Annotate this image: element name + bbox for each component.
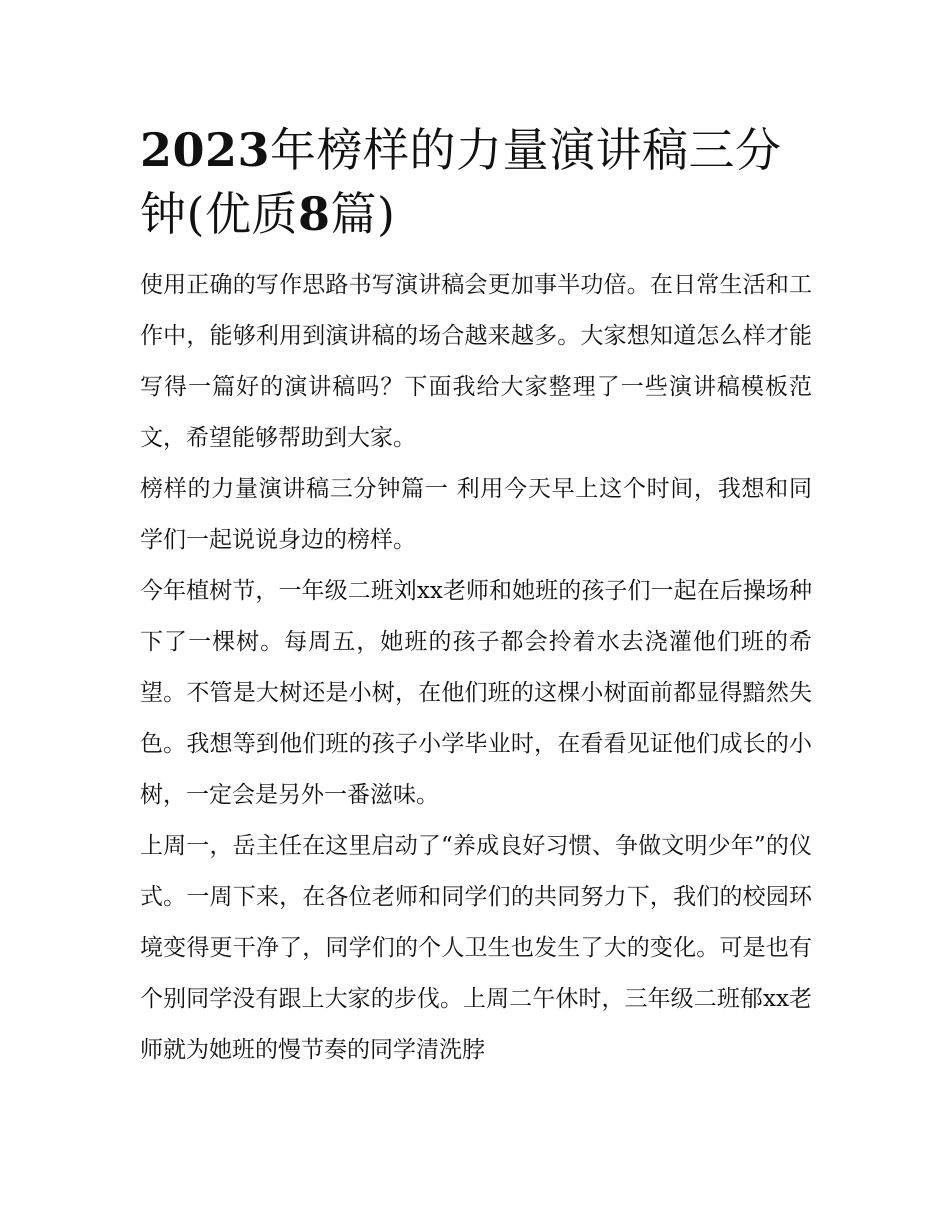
title-text: 年榜样的力量演讲稿三分钟(优质 <box>140 123 782 241</box>
section-paragraph-1: 榜样的力量演讲稿三分钟篇一 利用今天早上这个时间，我想和同学们一起说说身边的榜样。 <box>140 476 812 553</box>
title-count: 8 <box>297 187 331 241</box>
title-year: 2023 <box>140 123 271 177</box>
title-suffix: 篇) <box>330 187 396 241</box>
body-paragraph-3: 上周一，岳主任在这里启动了“养成良好习惯、争做文明少年”的仪式。一周下来，在各位老师和同学们的共同努力下，我们的校园环境变得更干净了，同学们的个人卫生也发生了大的变化。可是也有个别同学没有跟上大家的步伐。上周二午休时，三年级二班郁xx老师就为她班的慢节奏的同学清洗脖 <box>140 833 812 1063</box>
document-page <box>140 118 812 1076</box>
body-paragraph-2: 今年植树节，一年级二班刘xx老师和她班的孩子们一起在后操场种下了一棵树。每周五，她班的孩子都会拎着水去浇灌他们班的希望。不管是大树还是小树，在他们班的这棵小树面前都显得黯然失色。我想等到他们班的孩子小学毕业时，在看看见证他们成长的小树，一定会是另外一番滋味。 <box>140 578 812 808</box>
document-title <box>140 118 812 246</box>
intro-paragraph: 使用正确的写作思路书写演讲稿会更加事半功倍。在日常生活和工作中，能够利用到演讲稿的场合越来越多。大家想知道怎么样才能写得一篇好的演讲稿吗？下面我给大家整理了一些演讲稿模板范文，希望能够帮助到大家。 <box>140 272 812 451</box>
